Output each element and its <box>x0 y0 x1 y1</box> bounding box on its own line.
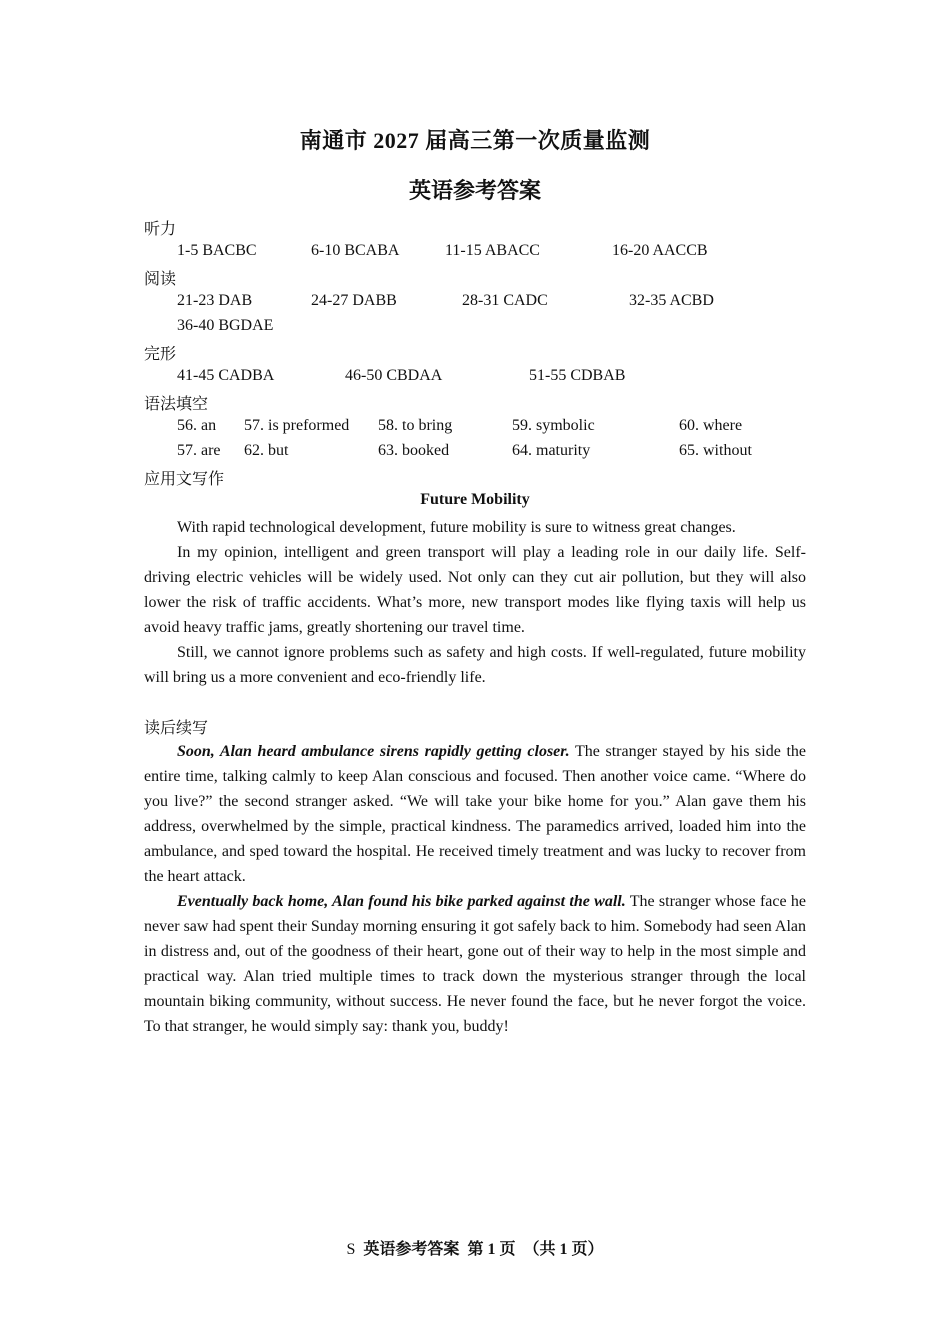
grammar-answer: 62. but <box>244 442 289 459</box>
grammar-answers-row-1 <box>0 417 950 439</box>
grammar-answer: 60. where <box>679 417 743 434</box>
section-label-continuation-writing: 读后续写 <box>144 720 209 737</box>
answer-group: 46-50 CBDAA <box>345 367 443 384</box>
answer-group: 6-10 BCABA <box>311 242 400 259</box>
document-subtitle: 英语参考答案 <box>408 178 541 203</box>
answer-group: 36-40 BGDAE <box>177 317 274 334</box>
answer-group: 41-45 CADBA <box>177 367 275 384</box>
answer-group: 21-23 DAB <box>177 292 253 309</box>
grammar-answers-row-2 <box>0 442 950 464</box>
paragraph-lead-sentence: Soon, Alan heard ambulance sirens rapidly getting closer. <box>177 743 570 760</box>
reading-answers-row-2 <box>0 317 950 339</box>
paragraph-text: The stranger stayed by his side the entire time, talking calmly to keep Alan conscious and focused. Then another voice came. “Where do you live?” the second stranger asked. “We will take your bike home for you.” Alan gave them his address, overwhelmed by the simple, practical kindness. The paramedics arrived, loaded him into the ambulance, and sped toward the hospital. He received timely treatment and was lucky to recover from the heart attack. <box>144 743 807 885</box>
cloze-answers-row <box>0 367 950 389</box>
grammar-answer: 65. without <box>679 442 752 459</box>
section-label-reading: 阅读 <box>144 271 177 288</box>
reading-answers-row <box>0 292 950 314</box>
grammar-answer: 57. are <box>177 442 221 459</box>
practical-writing-body <box>144 515 806 690</box>
answer-group: 11-15 ABACC <box>445 242 540 259</box>
story-paragraph-1 <box>144 739 806 889</box>
answer-group: 1-5 BACBC <box>177 242 257 259</box>
grammar-answer: 56. an <box>177 417 217 434</box>
answer-group: 16-20 AACCB <box>612 242 708 259</box>
essay-paragraph: Still, we cannot ignore problems such as safety and high costs. If well-regulated, future mobility will bring us a more convenient and eco-friendly life. <box>144 644 806 686</box>
grammar-answer: 58. to bring <box>378 417 453 434</box>
footer-doc-name: 英语参考答案 <box>363 1241 460 1258</box>
grammar-answer: 57. is preformed <box>244 417 350 434</box>
grammar-answer: 64. maturity <box>512 442 591 459</box>
section-label-grammar: 语法填空 <box>144 396 209 413</box>
story-paragraph-2 <box>144 889 806 1039</box>
grammar-answer: 63. booked <box>378 442 450 459</box>
footer-prefix: S <box>346 1241 356 1258</box>
section-label-cloze: 完形 <box>144 346 177 363</box>
paragraph-text: The stranger whose face he never saw had spent their Sunday morning ensuring it got safely back to him. Somebody had seen Alan in distress and, out of the goodness of their heart, gone out of their way to help in the most simple and practical way. Alan tried multiple times to track down the mysterious stranger through the local mountain biking community, without success. He never found the face, but he never forgot the voice. To that stranger, he would simply say: thank you, buddy! <box>144 893 807 1035</box>
essay-title: Future Mobility <box>420 491 530 508</box>
answer-group: 24-27 DABB <box>311 292 397 309</box>
answer-group: 32-35 ACBD <box>629 292 714 309</box>
footer-total-pages: （共 1 页） <box>523 1241 604 1258</box>
page-footer <box>0 1236 950 1259</box>
answer-group: 51-55 CDBAB <box>529 367 626 384</box>
answer-group: 28-31 CADC <box>462 292 548 309</box>
grammar-answer: 59. symbolic <box>512 417 595 434</box>
listening-answers-row <box>0 242 950 264</box>
continuation-writing-body <box>144 739 806 1039</box>
essay-paragraph: With rapid technological development, future mobility is sure to witness great changes. <box>177 519 736 536</box>
footer-page-number: 第 1 页 <box>467 1241 516 1258</box>
document-title: 南通市 2027 届高三第一次质量监测 <box>299 128 651 153</box>
paragraph-lead-sentence: Eventually back home, Alan found his bike parked against the wall. <box>177 893 626 910</box>
essay-paragraph: In my opinion, intelligent and green transport will play a leading role in our daily life. Self-driving electric vehicles will be widely used. Not only can they cut air pollution, but they will also lower the risk of traffic accidents. What’s more, new transport modes like flying taxis will help us avoid heavy traffic jams, greatly shortening our travel time. <box>144 544 806 636</box>
section-label-practical-writing: 应用文写作 <box>144 471 225 488</box>
section-label-listening: 听力 <box>144 221 177 238</box>
